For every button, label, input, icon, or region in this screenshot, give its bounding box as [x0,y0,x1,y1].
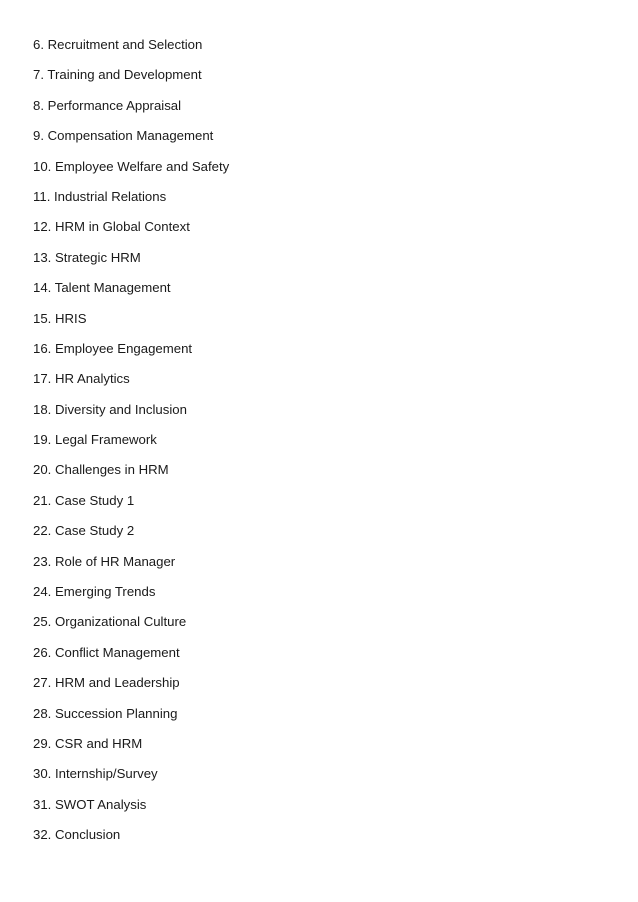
list-item: 28. Succession Planning [33,705,178,721]
list-item: 26. Conflict Management [33,644,180,660]
list-item: 24. Emerging Trends [33,584,156,600]
list-item: 29. CSR and HRM [33,735,143,751]
list-item: 11. Industrial Relations [33,188,167,204]
list-item: 6. Recruitment and Selection [33,37,203,52]
list-item: 32. Conclusion [33,827,121,843]
list-item: 12. HRM in Global Context [33,219,190,235]
list-item: 15. HRIS [33,310,87,326]
list-item: 13. Strategic HRM [33,249,141,265]
list-item: 7. Training and Development [33,67,202,83]
list-item: 9. Compensation Management [33,128,214,144]
list-item: 16. Employee Engagement [33,340,193,356]
list-item: 19. Legal Framework [33,432,157,448]
list-item: 18. Diversity and Inclusion [33,401,187,417]
list-item: 23. Role of HR Manager [33,553,176,569]
list-item: 20. Challenges in HRM [33,462,169,478]
list-item: 17. HR Analytics [33,371,130,387]
contents-list [33,36,229,857]
list-item: 27. HRM and Leadership [33,675,180,691]
list-item: 31. SWOT Analysis [33,796,147,812]
list-item: 14. Talent Management [33,280,171,296]
list-item: 21. Case Study 1 [33,492,135,508]
list-item: 8. Performance Appraisal [33,97,182,113]
list-item: 10. Employee Welfare and Safety [33,158,230,174]
list-item: 22. Case Study 2 [33,523,135,539]
list-item: 25. Organizational Culture [33,614,187,630]
list-item: 30. Internship/Survey [33,766,158,782]
